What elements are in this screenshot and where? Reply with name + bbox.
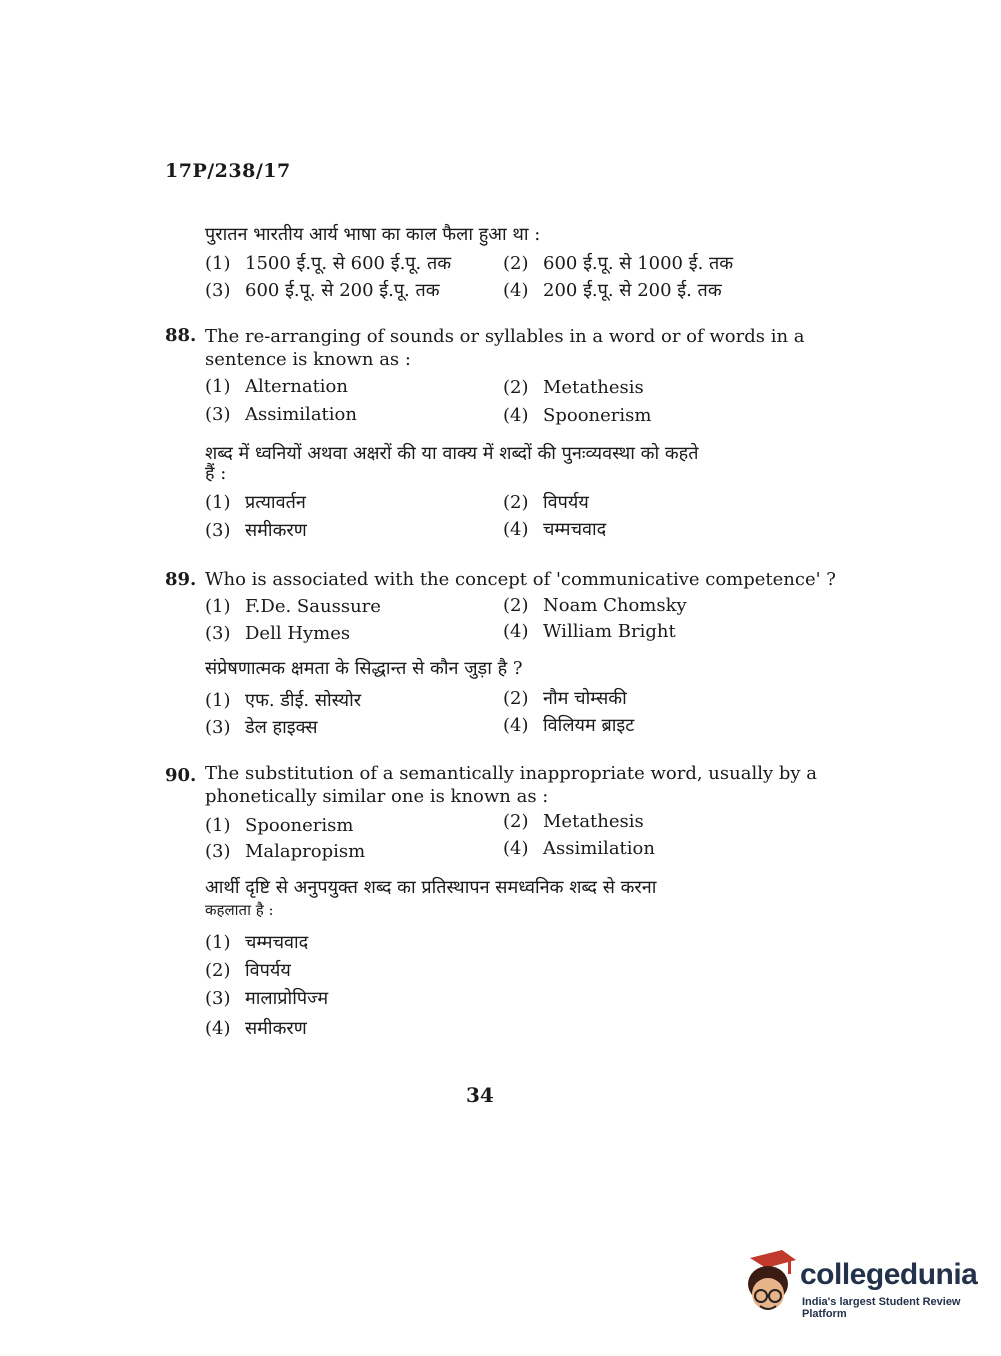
option-text: डेल हाइक्स [245,717,318,738]
q88-hindi-line2: हैं : [205,463,227,484]
q90-hindi-option-1 [205,930,308,954]
q89-hindi-option-1 [205,688,361,712]
q88-hindi-option-1 [205,490,306,514]
q89-option-4 [503,621,676,642]
q88-hindi-option-4 [503,517,606,541]
paper-code: 17P/238/17 [165,160,291,182]
option-text: Noam Chomsky [543,595,687,616]
option-text: समीकरण [245,520,307,541]
q87-option-2 [503,251,733,275]
option-number: (4) [503,405,529,426]
q89-option-2 [503,595,687,616]
option-number: (2) [205,960,231,981]
option-number: (3) [205,280,231,301]
option-number: (4) [503,715,529,736]
option-text: प्रत्यावर्तन [245,492,306,513]
q87-hindi-text: पुरातन भारतीय आर्य भाषा का काल फैला हुआ था : [205,224,541,245]
option-number: (2) [503,595,529,616]
q90-hindi-line1: आर्थी दृष्टि से अनुपयुक्त शब्द का प्रतिस्थापन समध्वनिक शब्द से करना [205,877,657,898]
q90-hindi-option-3 [205,986,328,1010]
option-number: (2) [503,811,529,832]
option-text: Metathesis [543,811,644,832]
q88-hindi-line1: शब्द में ध्वनियों अथवा अक्षरों की या वाक्य में शब्दों की पुनःव्यवस्था को कहते [205,443,699,464]
q89-option-3 [205,623,350,644]
q89-hindi-text: संप्रेषणात्मक क्षमता के सिद्धान्त से कौन जुड़ा है ? [205,658,523,679]
option-number: (1) [205,815,231,836]
option-text: मालाप्रोपिज्म [245,988,329,1009]
q89-option-1 [205,596,381,617]
option-number: (3) [205,717,231,738]
option-text: Metathesis [543,377,644,398]
option-text: 1500 ई.पू. से 600 ई.पू. तक [245,253,452,274]
option-number: (3) [205,623,231,644]
q90-text-line2: phonetically similar one is known as : [205,786,549,807]
option-number: (3) [205,841,231,862]
q88-text-line2: sentence is known as : [205,349,411,370]
q90-hindi-option-4 [205,1016,307,1040]
q90-hindi-option-2 [205,958,291,982]
option-number: (1) [205,376,231,397]
option-number: (3) [205,404,231,425]
q87-option-1 [205,251,451,275]
q89-number: 89. [165,569,197,590]
option-text: 600 ई.पू. से 1000 ई. तक [543,253,734,274]
option-number: (2) [503,377,529,398]
option-text: चम्मचवाद [543,519,607,540]
option-number: (3) [205,988,231,1009]
option-text: चम्मचवाद [245,932,309,953]
q88-text-line1: The re-arranging of sounds or syllables in a word or of words in a [205,326,805,347]
q88-option-4 [503,405,651,426]
q88-option-2 [503,377,644,398]
q90-option-1 [205,815,353,836]
option-text: Spoonerism [543,405,652,426]
collegedunia-mascot-icon [742,1250,800,1320]
option-text: Assimilation [543,838,655,859]
q89-text: Who is associated with the concept of 'communicative competence' ? [205,569,836,590]
option-text: विपर्यय [245,960,291,981]
q90-hindi-line2: कहलाता है : [205,901,274,919]
option-number: (1) [205,932,231,953]
q90-text-line1: The substitution of a semantically inappropriate word, usually by a [205,763,817,784]
option-number: (1) [205,596,231,617]
option-text: Assimilation [245,404,357,425]
q90-option-3 [205,841,365,862]
option-text: विलियम ब्राइट [543,715,635,736]
option-text: William Bright [543,621,676,642]
option-text: Alternation [245,376,348,397]
option-text: Spoonerism [245,815,354,836]
option-text: समीकरण [245,1018,307,1039]
q89-hindi-option-4 [503,713,634,737]
q88-hindi-option-2 [503,490,589,514]
page-number: 34 [466,1083,494,1107]
q88-hindi-option-3 [205,518,307,542]
q87-option-4 [503,278,722,302]
option-text: Dell Hymes [245,623,351,644]
option-text: नौम चोम्सकी [543,688,627,709]
q89-hindi-option-3 [205,715,317,739]
option-text: 600 ई.पू. से 200 ई.पू. तक [245,280,440,301]
option-number: (2) [503,688,529,709]
q90-number: 90. [165,765,197,786]
option-number: (1) [205,690,231,711]
q87-option-3 [205,278,440,302]
option-number: (4) [205,1018,231,1039]
option-text: एफ. डीई. सोस्योर [245,690,362,711]
option-number: (4) [503,519,529,540]
q88-option-3 [205,404,357,425]
option-text: Malapropism [245,841,366,862]
brand-name: collegedunia [800,1258,978,1291]
option-text: 200 ई.पू. से 200 ई. तक [543,280,722,301]
option-text: F.De. Saussure [245,596,381,617]
q89-hindi-option-2 [503,686,627,710]
brand-tagline: India's largest Student Review Platform [802,1296,961,1320]
option-number: (1) [205,492,231,513]
option-number: (4) [503,280,529,301]
q90-option-2 [503,811,644,832]
option-text: विपर्यय [543,492,589,513]
option-number: (4) [503,838,529,859]
q90-option-4 [503,838,655,859]
option-number: (3) [205,520,231,541]
option-number: (2) [503,253,529,274]
q88-number: 88. [165,325,197,346]
q88-option-1 [205,376,348,397]
option-number: (2) [503,492,529,513]
option-number: (1) [205,253,231,274]
option-number: (4) [503,621,529,642]
